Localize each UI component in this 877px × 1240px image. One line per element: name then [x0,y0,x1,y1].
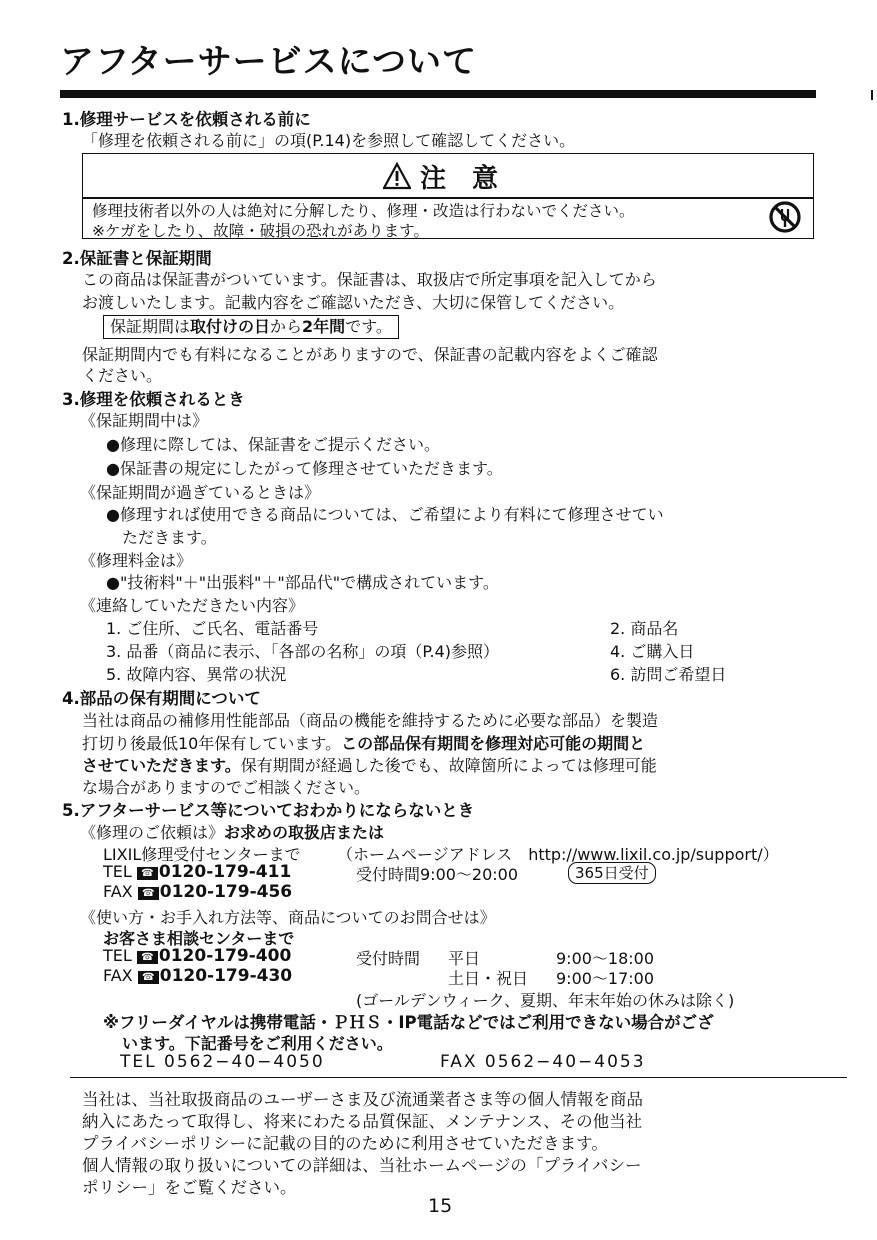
contact-item-1: 1. ご住所、ご氏名、電話番号 [106,619,319,638]
title-underline [60,90,816,98]
bullet-1: ● 修理に際しては、保証書をご提示ください。 [106,432,440,455]
fax2-line [103,966,292,986]
bullet-3-continued: ただきます。 [122,528,217,547]
section-4-line-2-bold: この部品保有期間を修理対応可能の期間と [341,734,646,753]
section-2-line-2: お渡しいたします。記載内容をご確認いただき、大切に保管してください。 [82,293,625,312]
repair-request-bold: お求めの取扱店または [224,823,385,842]
weekend-hours: 9:00～17:00 [556,969,655,988]
fax-line [103,882,292,902]
privacy-line-3: プライバシーポリシーに記載の目的のために利用させていただきます。 [82,1134,608,1153]
section-4-line-2 [82,731,645,754]
section-4-line-3 [82,753,657,776]
repair-request-label: 《修理のご依頼は》 [80,823,225,842]
contact-item-3: 3. 品番（商品に表示、「各部の名称」の項（P.4)参照） [106,642,500,661]
fax2-label: FAX [103,966,133,985]
contact-item-4: 4. ご購入日 [610,642,695,661]
tel2-label: TEL [103,946,132,965]
privacy-line-1: 当社は、当社取扱商品のユーザーさま及び流通業者さま等の個人情報を商品 [82,1090,643,1109]
tel-label: TEL [103,862,132,881]
weekday-label: 平日 [448,949,481,968]
tel2-line [103,946,291,966]
alt-tel: TEL 0562−40−4050 [120,1052,325,1072]
reception-hours: 受付時間9:00～20:00 [356,865,519,884]
fax2-number: 0120-179-430 [159,966,293,986]
in-warranty-title: 《保証期間中は》 [80,411,209,430]
privacy-line-4: 個人情報の取り扱いについての詳細は、当社ホームページの「プライバシー [82,1156,642,1175]
section-4-heading: 4.部品の保有期間について [62,689,261,708]
page-title: アフターサービスについて [60,42,477,82]
contact-item-6: 6. 訪問ご希望日 [610,665,727,684]
contact-item-2: 2. 商品名 [610,619,679,638]
section-3-heading: 3.修理を依頼されるとき [62,390,245,409]
section-1-text: 「修理を依頼される前に」の項(P.14)を参照して確認してください。 [82,131,576,150]
privacy-divider [70,1077,847,1078]
tel-number: 0120-179-411 [158,862,292,882]
warranty-period-box [103,315,399,339]
free-dial-icon: ☎ [138,971,159,984]
section-2-line-3: 保証期間内でも有料になることがありますので、保証書の記載内容をよくご確認 [82,345,658,364]
warranty-text-2: から [270,317,303,336]
section-4-line-3-plain: 保有期間が経過した後でも、故障箇所によっては修理可能 [240,756,657,775]
free-dial-icon: ☎ [138,887,159,900]
section-4-line-2-plain: 打切り後最低10年保有しています。 [82,734,342,753]
weekend-label: 土日・祝日 [448,969,529,988]
margin-mark [871,90,873,100]
section-2-heading: 2.保証書と保証期間 [62,249,212,268]
bullet-2: ● 保証書の規定にしたがって修理させていただきます。 [106,456,503,479]
contact-item-5: 5. 故障内容、異常の状況 [106,665,287,684]
caution-line-2: ※ケガをしたり、故障・破損の恐れがあります。 [92,222,429,240]
tel-line [103,862,291,882]
lixil-center: LIXIL修理受付センターまで [103,845,301,864]
section-1-heading: 1.修理サービスを依頼される前に [62,110,311,129]
warning-triangle-icon [383,162,411,190]
freedial-note-1: ※フリーダイヤルは携帯電話・ＰＨＳ・IP電話などではご利用できない場合がござ [103,1013,714,1032]
repair-request-line [80,820,384,843]
privacy-line-5: ポリシー」をご覧ください。 [82,1178,297,1197]
homepage-address[interactable]: （ホームページアドレス http://www.lixil.co.jp/support/） [337,845,779,864]
bullet-3: ● 修理すれば使用できる商品については、ご希望により有料にて修理させてい [106,502,664,525]
usage-inquiry-title: 《使い方・お手入れ方法等、商品についてのお問合せは》 [80,908,496,927]
free-dial-icon: ☎ [137,867,158,880]
warranty-text-1: 保証期間は [110,317,191,336]
section-4-line-4: な場合がありますのでご相談ください。 [82,778,371,797]
warranty-duration: 2年間 [302,317,346,336]
after-warranty-title: 《保証期間が過ぎているときは》 [80,483,321,502]
no-disassembly-icon [768,200,802,234]
section-5-heading: 5.アフターサービス等についておわかりにならないとき [62,801,475,820]
fee-line: ● "技術料"＋"出張料"＋"部品代"で構成されています。 [106,570,499,593]
customer-center: お客さま相談センターまで [103,929,295,948]
warranty-start: 取付けの日 [190,317,271,336]
holiday-note: (ゴールデンウィーク、夏期、年末年始の休みは除く) [356,991,735,1010]
section-4-line-3-bold: させていただきます。 [82,756,241,775]
caution-title: 注 意 [420,164,499,194]
section-2-line-4: ください。 [82,366,163,385]
alt-fax: FAX 0562−40−4053 [440,1052,646,1072]
caution-line-1: 修理技術者以外の人は絶対に分解したり、修理・改造は行わないでください。 [92,202,635,220]
tel2-number: 0120-179-400 [158,946,292,966]
page-number: 15 [428,1195,453,1217]
365-day-badge: 365日受付 [568,862,656,884]
section-4-line-1: 当社は商品の補修用性能部品（商品の機能を維持するために必要な部品）を製造 [82,711,659,730]
warranty-text-3: です。 [345,317,392,336]
fee-title: 《修理料金は》 [80,551,193,570]
hours-label: 受付時間 [356,949,421,968]
contact-info-title: 《連絡していただきたい内容》 [80,596,305,615]
fax-label: FAX [103,882,133,901]
section-2-line-1: この商品は保証書がついています。保証書は、取扱店で所定事項を記入してから [82,270,657,289]
fax-number: 0120-179-456 [159,882,293,902]
free-dial-icon: ☎ [137,951,158,964]
freedial-note-2: います。下記番号をご利用ください。 [122,1034,393,1053]
privacy-line-2: 納入にあたって取得し、将来にわたる品質保証、メンテナンス、その他当社 [82,1112,643,1131]
weekday-hours: 9:00～18:00 [556,949,655,968]
